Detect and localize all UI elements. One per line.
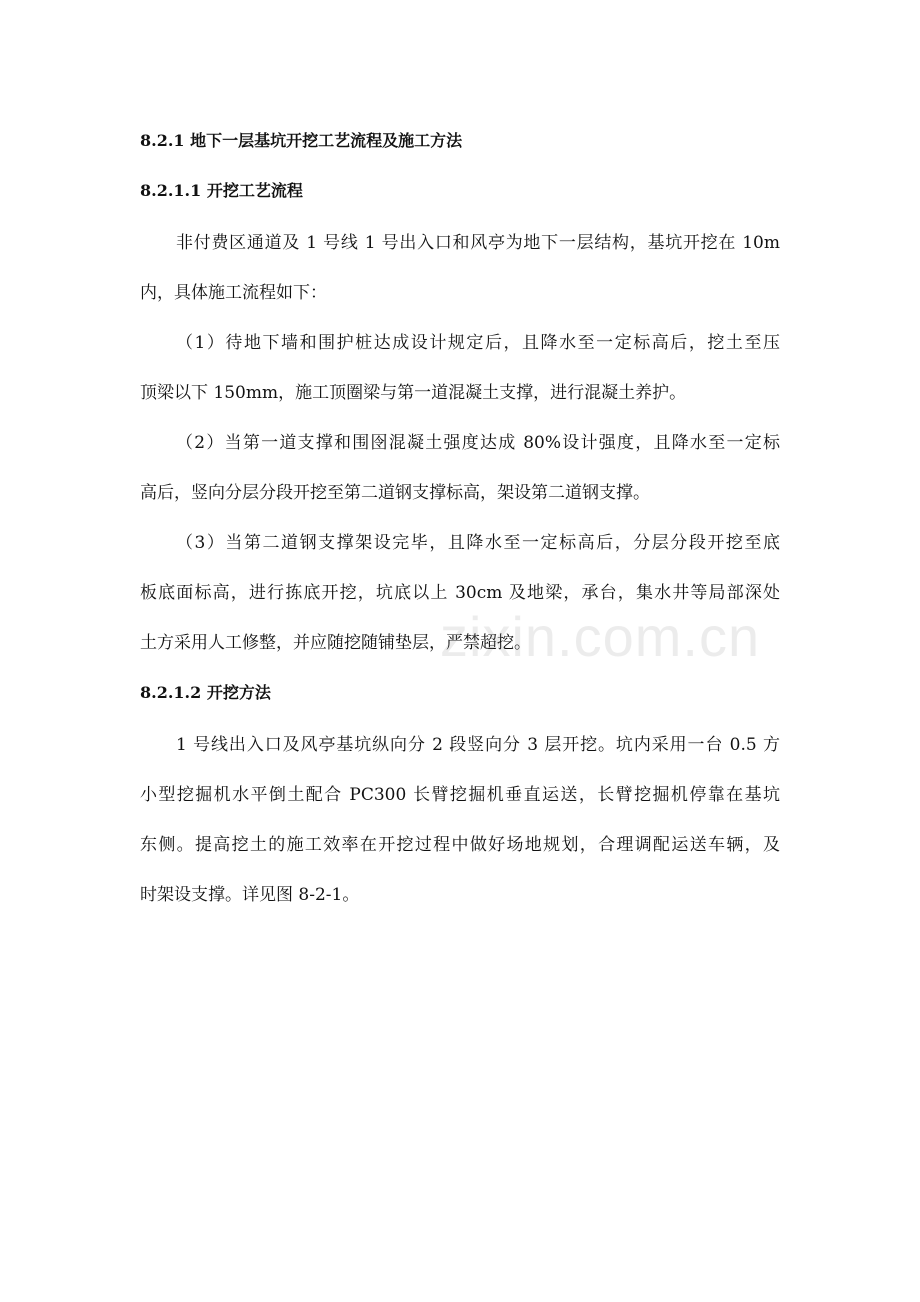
paragraph-line: 非付费区通道及 1 号线 1 号出入口和风亭为地下一层结构，基坑开挖在 10m: [176, 233, 780, 253]
paragraph-line: 内，具体施工流程如下：: [140, 283, 327, 303]
section-heading-8-2-1: 8.2.1 地下一层基坑开挖工艺流程及施工方法: [140, 131, 463, 150]
paragraph-line: 1 号线出入口及风亭基坑纵向分 2 段竖向分 3 层开挖。坑内采用一台 0.5 方: [176, 735, 780, 755]
subsection-heading-8-2-1-1: 8.2.1.1 开挖工艺流程: [140, 181, 303, 200]
paragraph-line: 土方采用人工修整，并应随挖随铺垫层，严禁超挖。: [140, 633, 531, 653]
paragraph-line: 东侧。提高挖土的施工效率在开挖过程中做好场地规划，合理调配运送车辆，及: [140, 835, 780, 855]
paragraph-line: （3）当第二道钢支撑架设完毕，且降水至一定标高后，分层分段开挖至底: [176, 533, 780, 553]
paragraph-line: 顶梁以下 150mm，施工顶圈梁与第一道混凝土支撑，进行混凝土养护。: [140, 383, 687, 403]
paragraph-line: （2）当第一道支撑和围囹混凝土强度达成 80%设计强度，且降水至一定标: [176, 433, 780, 453]
watermark: zixin.com.cn: [440, 605, 761, 668]
subsection-heading-8-2-1-2: 8.2.1.2 开挖方法: [140, 683, 271, 702]
paragraph-line: 板底面标高，进行拣底开挖，坑底以上 30cm 及地梁，承台，集水井等局部深处: [140, 583, 780, 603]
paragraph-line: 高后，竖向分层分段开挖至第二道钢支撑标高，架设第二道钢支撑。: [140, 483, 650, 503]
paragraph-line: 小型挖掘机水平倒土配合 PC300 长臂挖掘机垂直运送，长臂挖掘机停靠在基坑: [140, 785, 780, 805]
paragraph-line: （1）待地下墙和围护桩达成设计规定后，且降水至一定标高后，挖土至压: [176, 333, 780, 353]
paragraph-line: 时架设支撑。详见图 8-2-1。: [140, 885, 360, 905]
